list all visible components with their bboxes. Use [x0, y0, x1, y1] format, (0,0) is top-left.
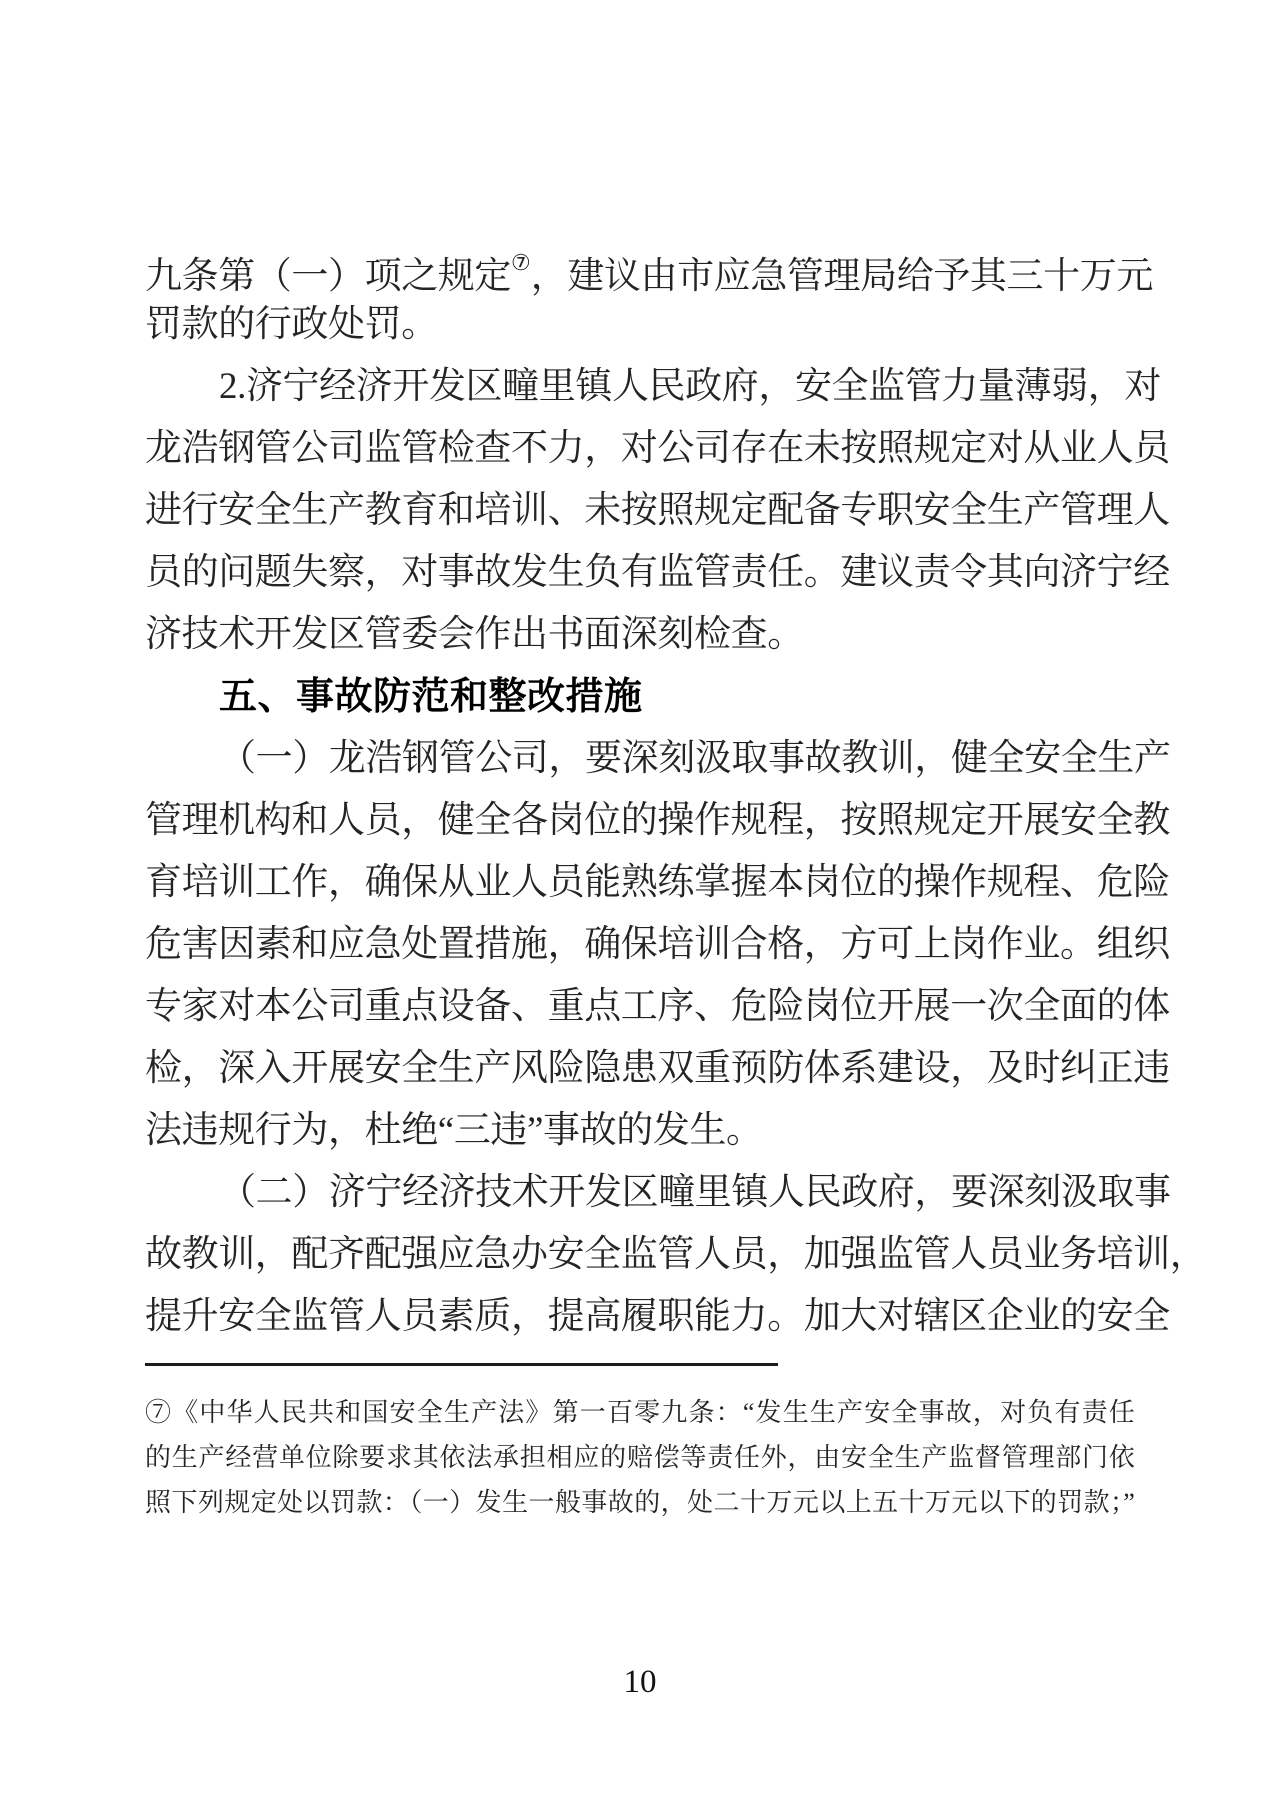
text-line: 故教训，配齐配强应急办安全监管人员，加强监管人员业务培训，: [145, 1234, 1207, 1275]
footnote-line: ⑦《中华人民共和国安全生产法》第一百零九条：“发生生产安全事故，对负有责任: [145, 1398, 1135, 1427]
text-line: 检，深入开展安全生产风险隐患双重预防体系建设，及时纠正违: [145, 1048, 1170, 1089]
text-line: 提升安全监管人员素质，提高履职能力。加大对辖区企业的安全: [145, 1296, 1170, 1337]
footnote-reference: ⑦: [511, 250, 531, 275]
footnote-line: 的生产经营单位除要求其依法承担相应的赔偿等责任外，由安全生产监督管理部门依: [145, 1443, 1135, 1472]
text-line: 管理机构和人员，健全各岗位的操作规程，按照规定开展安全教: [145, 800, 1170, 841]
text-line: 龙浩钢管公司监管检查不力，对公司存在未按照规定对从业人员: [145, 428, 1170, 469]
footnote-line: 照下列规定处以罚款：（一）发生一般事故的，处二十万元以上五十万元以下的罚款；”: [145, 1488, 1135, 1517]
text-line: （二）济宁经济技术开发区疃里镇人民政府，要深刻汲取事: [219, 1172, 1171, 1213]
text-line: 济技术开发区管委会作出书面深刻检查。: [145, 614, 804, 655]
text-line: [145, 232, 1153, 297]
text-line: 进行安全生产教育和培训、未按照规定配备专职安全生产管理人: [145, 490, 1170, 531]
text-line: 2.济宁经济开发区疃里镇人民政府，安全监管力量薄弱，对: [219, 366, 1161, 407]
text-line: 育培训工作，确保从业人员能熟练掌握本岗位的操作规程、危险: [145, 862, 1170, 903]
text-line: 法违规行为，杜绝“三违”事故的发生。: [145, 1110, 763, 1151]
text-segment: 九条第（一）项之规定: [145, 256, 511, 297]
footnote: [145, 1390, 1135, 1525]
text-line: 专家对本公司重点设备、重点工序、危险岗位开展一次全面的体: [145, 986, 1170, 1027]
footnote-separator: [145, 1363, 778, 1366]
text-line: 罚款的行政处罚。: [145, 304, 438, 345]
text-line: 员的问题失察，对事故发生负有监管责任。建议责令其向济宁经: [145, 552, 1170, 593]
page-number: 10: [623, 1664, 657, 1700]
body-text: [145, 232, 1207, 1348]
text-line: （一）龙浩钢管公司，要深刻汲取事故教训，健全安全生产: [219, 738, 1171, 779]
section-heading: 五、事故防范和整改措施: [219, 676, 643, 718]
text-segment: ，建议由市应急管理局给予其三十万元: [530, 256, 1153, 297]
text-line: 危害因素和应急处置措施，确保培训合格，方可上岗作业。组织: [145, 924, 1170, 965]
